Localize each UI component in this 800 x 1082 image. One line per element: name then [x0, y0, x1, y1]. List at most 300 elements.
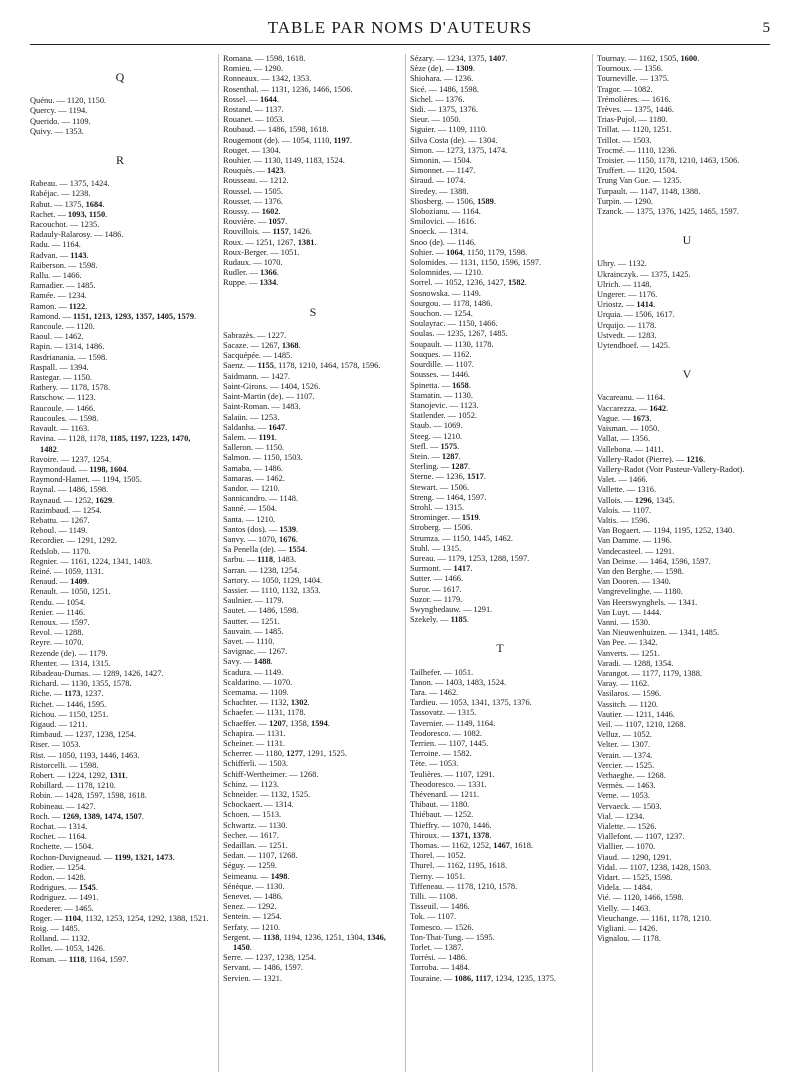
index-entry: Savignac. — 1267. [223, 647, 288, 657]
index-entry: Ratschow. — 1123. [30, 393, 96, 403]
index-entry: Revol. — 1288. [30, 628, 84, 638]
index-entry: Simon. — 1273, 1375, 1474. [410, 145, 508, 155]
index-entry: Ruppe. — 1334. [223, 278, 279, 288]
index-entry: Viallefont. — 1107, 1237. [597, 832, 685, 842]
header-rule [30, 44, 770, 45]
index-entry: Simonnet. — 1147. [410, 166, 476, 176]
index-entry: Trillot. — 1503. [597, 135, 652, 145]
index-entry: Reiné. — 1059, 1131. [30, 566, 104, 576]
index-entry: Simonin. — 1504. [410, 156, 472, 166]
index-entry: Silva Costa (de). — 1304. [410, 135, 498, 145]
index-entry: Thibaut. — 1180. [410, 800, 470, 810]
index-entry: Sorrel. — 1052, 1236, 1427, 1582. [410, 278, 527, 288]
index-entry: Sarran. — 1238, 1254. [223, 565, 300, 575]
index-entry: Sieur. — 1050. [410, 115, 461, 125]
index-entry: Vignalou. — 1178. [597, 934, 661, 944]
index-entry: Rousset. — 1376. [223, 196, 284, 206]
index-entry: Sanvy. — 1070, 1676. [223, 534, 298, 544]
index-entry: Reboul. — 1149. [30, 526, 88, 536]
page-header [30, 14, 770, 44]
index-entry: Saint-Martin (de). — 1107. [223, 392, 315, 402]
index-entry: Raymondaud. — 1198, 1604. [30, 464, 129, 474]
index-entry: Richard. — 1130, 1355, 1578. [30, 679, 132, 689]
index-entry: Rapin. — 1314, 1486. [30, 342, 105, 352]
index-entry: Trémolières. — 1616. [597, 94, 671, 104]
index-entry: Van Heerswynghels. — 1341. [597, 597, 698, 607]
index-column [223, 54, 403, 984]
index-entry: Raynaud. — 1252, 1629. [30, 495, 115, 505]
index-entry: Sentein. — 1254. [223, 912, 282, 922]
index-entry: Uhry. — 1132. [597, 259, 647, 269]
index-entry: Van Damme. — 1196. [597, 536, 672, 546]
index-column [597, 54, 777, 944]
index-entry: Vallois. — 1296, 1345. [597, 495, 675, 505]
index-entry: Vanverts. — 1251. [597, 648, 660, 658]
index-entry: Romana. — 1598, 1618. [223, 54, 306, 63]
index-entry: Verhaeghe. — 1268. [597, 771, 666, 780]
index-entry: Solomides. — 1131, 1150, 1596, 1597. [410, 258, 542, 268]
index-entry: Sedan. — 1107, 1268. [223, 851, 298, 861]
index-entry: Rochet. — 1164. [30, 832, 87, 842]
index-entry: Viallier. — 1070. [597, 842, 656, 852]
index-entry: Sacquépée. — 1485. [223, 351, 293, 361]
index-entry: Tardieu. — 1053, 1341, 1375, 1376. [410, 698, 532, 708]
index-entry: Schinz. — 1123. [223, 779, 279, 789]
index-entry: Tourneville. — 1375. [597, 74, 669, 84]
index-entry: Ristorcelli. — 1598. [30, 760, 99, 770]
index-entry: Rudaux. — 1070. [223, 258, 283, 268]
index-entry: Renier. — 1146. [30, 607, 86, 617]
index-entry: Tisseuil. — 1486. [410, 902, 470, 912]
index-entry: Sautter. — 1251. [223, 616, 280, 626]
index-entry: Roger. — 1104, 1132, 1253, 1254, 1292, 1388, 1521. [30, 913, 209, 923]
index-entry: Renault. — 1050, 1251. [30, 587, 111, 597]
index-entry: Schiff-Wertheimer. — 1268. [223, 769, 319, 779]
index-entry: Samaba. — 1486. [223, 463, 284, 473]
index-entry: Rabeau. — 1375, 1424. [30, 179, 110, 189]
index-entry: Rodrigues. — 1545. [30, 883, 98, 893]
index-entry: Vié. — 1120, 1466, 1598. [597, 893, 684, 903]
index-entry: Tournoux. — 1356. [597, 64, 663, 74]
index-entry: Rouvière. — 1057. [223, 217, 288, 227]
index-entry: Secher. — 1617. [223, 830, 279, 840]
index-entry: Tzanck. — 1375, 1376, 1425, 1465, 1597. [597, 207, 739, 217]
index-entry: Raucoules. — 1598. [30, 413, 99, 423]
index-entry: Rathery. — 1178, 1578. [30, 383, 111, 393]
index-entry: Sutter. — 1466. [410, 574, 464, 584]
index-entry: Schapira. — 1131. [223, 728, 286, 738]
index-entry: Saidmann. — 1427. [223, 371, 290, 381]
index-entry: Urquia. — 1506, 1617. [597, 310, 675, 320]
index-entry: Turpault. — 1147, 1148, 1388. [597, 186, 701, 196]
index-entry: Riche. — 1173, 1237. [30, 689, 104, 699]
index-entry: Touraine. — 1086, 1117, 1234, 1235, 1375. [410, 973, 556, 983]
index-entry: Raoul. — 1462. [30, 332, 84, 342]
index-entry: Sosnowska. — 1149. [410, 288, 481, 298]
index-entry: Velluz. — 1052. [597, 730, 652, 740]
index-entry: Souchon. — 1254. [410, 309, 473, 319]
index-entry: Schoen. — 1513. [223, 810, 282, 820]
index-entry: Suror. — 1617. [410, 584, 462, 594]
index-entry: Swynghedauw. — 1291. [410, 604, 493, 614]
index-entry: Schifferli. — 1503. [223, 759, 288, 769]
index-entry: Rouvillois. — 1157, 1426. [223, 227, 312, 237]
index-entry: Vidart. — 1525, 1598. [597, 873, 673, 883]
index-entry: Sichel. — 1376. [410, 94, 465, 104]
index-entry: Vallery-Radot (Pierre). — 1216. [597, 454, 706, 464]
index-entry: Saulnier. — 1179. [223, 596, 284, 606]
index-entry: Rachet. — 1093, 1150. [30, 209, 108, 219]
index-entry: Saint-Roman. — 1483. [223, 402, 301, 412]
column-divider [592, 54, 593, 1072]
index-entry: Tara. — 1462. [410, 687, 459, 697]
index-entry: Racouchot. — 1235. [30, 220, 100, 230]
index-entry: Recordier. — 1291, 1292. [30, 536, 117, 546]
index-entry: Santos (dos). — 1539. [223, 524, 299, 534]
index-entry: Schockaert. — 1314. [223, 800, 294, 810]
index-entry: Vaisman. — 1050. [597, 424, 660, 434]
section-letter: U [682, 233, 692, 248]
index-entry: Vandecasteel. — 1291. [597, 546, 675, 556]
index-entry: Rouhier. — 1130, 1149, 1183, 1524. [223, 156, 345, 166]
index-entry: Quivy. — 1353. [30, 126, 84, 136]
index-entry: Ramée. — 1234. [30, 291, 87, 301]
index-entry: Verain. — 1374. [597, 750, 653, 760]
index-entry: Richou. — 1150, 1251. [30, 709, 109, 719]
index-entry: Salem. — 1191. [223, 432, 277, 442]
index-entry: Surmont. — 1417. [410, 564, 473, 574]
index-entry: Sèze (de). — 1309. [410, 64, 475, 74]
index-entry: Trung Van Gue. — 1235. [597, 176, 682, 186]
index-entry: Saenz. — 1155, 1178, 1210, 1464, 1578, 1596. [223, 361, 381, 371]
index-entry: Sergent. — 1138, 1194, 1236, 1251, 1304, 1346, 1450. [223, 932, 386, 953]
index-entry: Vassitch. — 1120. [597, 699, 659, 709]
index-entry: Raynal. — 1486, 1598. [30, 485, 109, 495]
index-entry: Rodon. — 1428. [30, 873, 86, 883]
section-letter: Q [115, 70, 125, 84]
index-entry: Sautet. — 1486, 1598. [223, 606, 299, 616]
index-entry: Slobozianu. — 1164. [410, 207, 481, 217]
index-entry: Tomesco. — 1526. [410, 922, 474, 932]
index-column [30, 54, 210, 965]
index-entry: Romieu. — 1290. [223, 64, 284, 74]
index-entry: Stroberg. — 1506. [410, 523, 473, 533]
index-entry: Van den Berghe. — 1598. [597, 566, 684, 576]
index-entry: Troisier. — 1150, 1178, 1210, 1463, 1506. [597, 156, 740, 166]
index-entry: Vangrevelinghe. — 1180. [597, 587, 683, 597]
index-entry: Videla. — 1484. [597, 883, 653, 893]
index-column [410, 54, 590, 984]
index-entry: Roubaud. — 1486, 1598, 1618. [223, 125, 329, 135]
index-entry: Sedaillan. — 1251. [223, 841, 288, 851]
index-entry: Robin. — 1428, 1597, 1598, 1618. [30, 791, 147, 801]
index-entry: Ronneaux. — 1342, 1353. [223, 74, 312, 84]
index-entry: Varadi. — 1288, 1354. [597, 658, 674, 668]
index-entry: Vigliani. — 1426. [597, 924, 658, 934]
index-entry: Quénu. — 1120, 1150. [30, 96, 107, 106]
index-entry: Stefl. — 1575. [410, 441, 460, 451]
index-entry: Vallat. — 1356. [597, 434, 651, 444]
index-entry: Renoux. — 1597. [30, 617, 90, 627]
index-entry: Thiroux. — 1371, 1378. [410, 830, 492, 840]
index-entry: Sourgou. — 1178, 1486. [410, 298, 493, 308]
index-entry: Raspall. — 1394. [30, 362, 89, 372]
index-entry: Saldanha. — 1647. [223, 422, 288, 432]
index-entry: Thomas. — 1162, 1252, 1467, 1618. [410, 841, 533, 851]
index-entry: Turpin. — 1290. [597, 196, 653, 206]
index-entry: Vallery-Radot (Voir Pasteur-Vallery-Radot). [597, 464, 745, 474]
index-entry: Ravault. — 1163. [30, 424, 90, 434]
index-entry: Radauly-Ralarosy. — 1486. [30, 230, 124, 240]
index-entry: Schachter. — 1132, 1302. [223, 698, 310, 708]
index-entry: Szekely. — 1185. [410, 615, 470, 625]
index-entry: Senez. — 1292. [223, 902, 277, 912]
page-title: TABLE PAR NOMS D'AUTEURS [267, 18, 533, 37]
index-entry: Servant. — 1486, 1597. [223, 963, 304, 973]
index-entry: Stuhl. — 1315. [410, 543, 462, 553]
index-entry: Stewart. — 1506. [410, 482, 470, 492]
index-entry: Valet. — 1466. [597, 475, 648, 485]
index-entry: Scherrer. — 1180, 1277, 1291, 1525. [223, 749, 347, 759]
index-entry: Raucoule. — 1466. [30, 403, 96, 413]
index-entry: Rouquès. — 1423. [223, 166, 286, 176]
index-entry: Senevet. — 1486. [223, 892, 284, 902]
index-entry: Roman. — 1118, 1164, 1597. [30, 954, 129, 964]
index-entry: Van Deinse. — 1464, 1596, 1597. [597, 556, 711, 566]
index-entry: Rist. — 1050, 1193, 1446, 1463. [30, 750, 140, 760]
index-entry: Robineau. — 1427. [30, 801, 96, 811]
index-entry: Robillard. — 1178, 1210. [30, 781, 116, 791]
index-entry: Siredey. — 1388. [410, 186, 469, 196]
index-entry: Sterling. — 1287. [410, 462, 471, 472]
index-entry: Viaud. — 1290, 1291. [597, 852, 672, 862]
index-entry: Ravina. — 1128, 1178, 1185, 1197, 1223, 1470, 1482. [30, 434, 191, 454]
index-entry: Truffert. — 1120, 1504. [597, 166, 678, 176]
index-entry: Rouanet. — 1053. [223, 115, 285, 125]
index-entry: Trocmé. — 1110, 1236. [597, 145, 677, 155]
index-entry: Rosenthal. — 1131, 1236, 1466, 1506. [223, 84, 353, 94]
index-entry: Stein. — 1287. [410, 451, 461, 461]
index-entry: Rhenter. — 1314, 1315. [30, 658, 111, 668]
index-entry: Van Dooren. — 1340. [597, 577, 671, 587]
index-entry: Riser. — 1053. [30, 740, 81, 750]
index-entry: Verne. — 1053. [597, 791, 651, 801]
index-entry: Rochon-Duvigneaud. — 1199, 1321, 1473. [30, 852, 175, 862]
index-entry: Strumza. — 1150, 1445, 1462. [410, 533, 513, 543]
index-entry: Sénèque. — 1130. [223, 881, 285, 891]
index-entry: Varangot. — 1177, 1179, 1388. [597, 668, 702, 678]
index-entry: Thiébaut. — 1252. [410, 810, 474, 820]
index-entry: Strominger. — 1519. [410, 513, 481, 523]
index-entry: Rimbaud. — 1237, 1238, 1254. [30, 730, 137, 740]
index-entry: Sassier. — 1110, 1132, 1353. [223, 585, 321, 595]
index-entry: Ukrainczyk. — 1375, 1425. [597, 269, 691, 279]
index-entry: Santa. — 1210. [223, 514, 276, 524]
index-entry: Statlender. — 1052. [410, 411, 477, 421]
index-entry: Salmon. — 1150, 1503. [223, 453, 303, 463]
index-entry: Vialette. — 1526. [597, 822, 657, 832]
index-entry: Snoeck. — 1314. [410, 227, 469, 237]
index-entry: Vague. — 1673. [597, 413, 652, 423]
index-entry: Rudler. — 1366. [223, 268, 279, 278]
index-entry: Sartory. — 1050, 1129, 1404. [223, 575, 323, 585]
index-entry: Tilli. — 1108. [410, 892, 458, 902]
index-entry: Torroba. — 1484. [410, 963, 470, 973]
index-entry: Veil. — 1107, 1210, 1268. [597, 719, 686, 729]
index-entry: Valois. — 1107. [597, 505, 652, 515]
index-entry: Rougemont (de). — 1054, 1110, 1197. [223, 135, 352, 145]
index-entry: Soulayrac. — 1150, 1466. [410, 319, 498, 329]
section-letter: V [682, 367, 692, 382]
index-entry: Souques. — 1162. [410, 349, 472, 359]
index-entry: Salleron. — 1150. [223, 443, 285, 453]
index-entry: Roussy. — 1602. [223, 207, 281, 217]
index-entry: Rancoule. — 1120. [30, 322, 95, 332]
index-entry: Uriostz. — 1414. [597, 300, 656, 310]
index-entry: Rabut. — 1375, 1684. [30, 199, 105, 209]
index-entry: Rezende (de). — 1179. [30, 648, 108, 658]
index-entry: Terroine. — 1582. [410, 749, 472, 759]
section-letter: R [115, 153, 124, 168]
index-entry: Torlet. — 1387. [410, 943, 464, 953]
index-entry: Sanné. — 1504. [223, 504, 277, 514]
index-entry: Schaeffer. — 1207, 1358, 1594. [223, 718, 330, 728]
index-entry: Sidi. — 1375, 1376. [410, 105, 478, 115]
index-entry: Van Nieuwenhuizen. — 1341, 1485. [597, 628, 720, 638]
index-entry: Soulas. — 1235, 1267, 1485. [410, 329, 508, 339]
index-entry: Rigaud. — 1211. [30, 719, 88, 729]
index-entry: Rochat. — 1314. [30, 822, 88, 832]
index-entry: Urquijo. — 1178. [597, 320, 657, 330]
index-entry: Rollet. — 1053, 1426. [30, 944, 105, 954]
index-entry: Sandor. — 1210. [223, 483, 280, 493]
index-entry: Tierny. — 1051. [410, 871, 465, 881]
index-entry: Sicé. — 1486, 1598. [410, 84, 479, 94]
index-entry: Regnier. — 1161, 1224, 1341, 1403. [30, 556, 153, 566]
index-entry: Soupault. — 1130, 1178. [410, 339, 494, 349]
index-entry: Savy. — 1488. [223, 657, 273, 667]
page-number: 5 [762, 20, 770, 36]
index-entry: Ungerer. — 1176. [597, 290, 658, 300]
index-entry: Trèves. — 1375, 1446. [597, 105, 674, 115]
index-entry: Tragor. — 1082. [597, 84, 653, 94]
index-entry: Ramadier. — 1485. [30, 281, 96, 291]
index-entry: Valtis. — 1596. [597, 515, 650, 525]
index-entry: Raiberson. — 1598. [30, 260, 98, 270]
index-entry: Tassovatz. — 1315. [410, 708, 477, 718]
index-entry: Thieffry. — 1070, 1446. [410, 820, 492, 830]
index-entry: Roch. — 1269, 1389, 1474, 1507. [30, 811, 144, 821]
index-entry: Ustvedt. — 1283. [597, 330, 657, 340]
index-entry: Séguy. — 1259. [223, 861, 277, 871]
index-entry: Vacareanu. — 1164. [597, 393, 666, 403]
index-entry: Serre. — 1237, 1238, 1254. [223, 953, 317, 963]
index-entry: Ulrich. — 1148. [597, 279, 652, 289]
index-entry: Vial. — 1234. [597, 811, 645, 821]
index-entry: Rouget. — 1304. [223, 145, 281, 155]
index-entry: Vielly. — 1463. [597, 903, 651, 913]
index-entry: Salaün. — 1253. [223, 412, 280, 422]
index-entry: Rousseau. — 1212. [223, 176, 289, 186]
index-entry: Thurel. — 1162, 1195, 1618. [410, 861, 508, 871]
index-entry: Rochette. — 1504. [30, 842, 94, 852]
index-entry: Sousses. — 1446. [410, 370, 471, 380]
index-entry: Rasdrianania. — 1598. [30, 352, 108, 362]
index-entry: Siraud. — 1074. [410, 176, 466, 186]
index-entry: Vervaeck. — 1503. [597, 801, 662, 811]
index-entry: Richet. — 1446, 1595. [30, 699, 107, 709]
index-entry: Teulières. — 1107, 1291. [410, 769, 495, 779]
index-entry: Vermès. — 1463. [597, 781, 656, 791]
index-entry: Saint-Girons. — 1404, 1526. [223, 381, 321, 391]
index-entry: Scheiner. — 1131. [223, 739, 286, 748]
index-entry: Velter. — 1307. [597, 740, 651, 750]
index-entry: Servien. — 1321. [223, 973, 283, 983]
index-entry: Sabrazès. — 1227. [223, 330, 287, 340]
index-entry: Strohl. — 1315. [410, 502, 464, 512]
index-entry: Stamatin. — 1130. [410, 390, 473, 400]
index-entry: Robert. — 1224, 1292, 1311. [30, 771, 128, 780]
index-entry: Rallu. — 1466. [30, 271, 82, 281]
index-entry: Sézary. — 1234, 1375, 1407. [410, 54, 508, 63]
index-entry: Snoo (de). — 1146. [410, 237, 476, 247]
section-letter: T [496, 641, 504, 656]
index-entry: Tavernier. — 1149, 1164. [410, 718, 496, 728]
index-entry: Sa Penella (de). — 1554. [223, 545, 308, 555]
index-entry: Streng. — 1464, 1597. [410, 492, 487, 502]
index-entry: Radvan. — 1143. [30, 250, 89, 260]
index-entry: Sacaze. — 1267, 1368. [223, 341, 301, 351]
index-entry: Schaefer. — 1131, 1178. [223, 708, 306, 718]
index-entry: Tanon. — 1403, 1483, 1524. [410, 677, 507, 687]
index-entry: Sannicandro. — 1148. [223, 494, 299, 504]
index-entry: Samaras. — 1462. [223, 473, 285, 483]
index-entry: Vaccarezza. — 1642. [597, 403, 669, 413]
index-entry: Solomnides. — 1210. [410, 268, 484, 278]
index-entry: Suzor. — 1179. [410, 594, 463, 604]
index-entry: Roussel. — 1505. [223, 186, 284, 196]
index-entry: Reyre. — 1070. [30, 638, 84, 648]
index-entry: Spinetta. — 1658. [410, 380, 471, 390]
index-entry: Rolland. — 1132. [30, 934, 90, 944]
index-entry: Varay. — 1162. [597, 679, 650, 689]
index-entry: Rabéjac. — 1238. [30, 189, 91, 199]
index-entry: Staub. — 1069. [410, 421, 463, 431]
index-entry: Scaldarino. — 1070. [223, 677, 293, 687]
index-entry: Torrési. — 1486. [410, 953, 468, 963]
index-entry: Sauvain. — 1485. [223, 626, 284, 636]
index-entry: Redslob. — 1170. [30, 546, 91, 556]
index-entry: Trias-Pujol. — 1180. [597, 115, 668, 125]
index-entry: Van Luyt. — 1444. [597, 607, 662, 617]
index-entry: Rodier. — 1254. [30, 862, 86, 872]
index-entry: Rodriguez. — 1491. [30, 893, 99, 903]
index-entry: Rebattu. — 1267. [30, 515, 90, 525]
index-entry: Thévenard. — 1211. [410, 790, 479, 800]
index-entry: Rastegar. — 1150. [30, 373, 93, 383]
index-entry: Vanni. — 1530. [597, 617, 651, 627]
index-entry: Roux. — 1251, 1267, 1381. [223, 237, 317, 247]
index-entry: Siguier. — 1109, 1110. [410, 125, 488, 135]
index-entry: Scadura. — 1149. [223, 667, 284, 677]
index-entry: Teodoresco. — 1082. [410, 728, 482, 738]
index-entry: Sarbu. — 1118, 1483. [223, 555, 297, 565]
index-entry: Querido. — 1109. [30, 116, 91, 126]
index-entry: Vercier. — 1525. [597, 760, 655, 770]
section-letter: S [309, 304, 317, 319]
index-entry: Savet. — 1110. [223, 636, 275, 646]
index-entry: Razimbaud. — 1254. [30, 505, 102, 515]
